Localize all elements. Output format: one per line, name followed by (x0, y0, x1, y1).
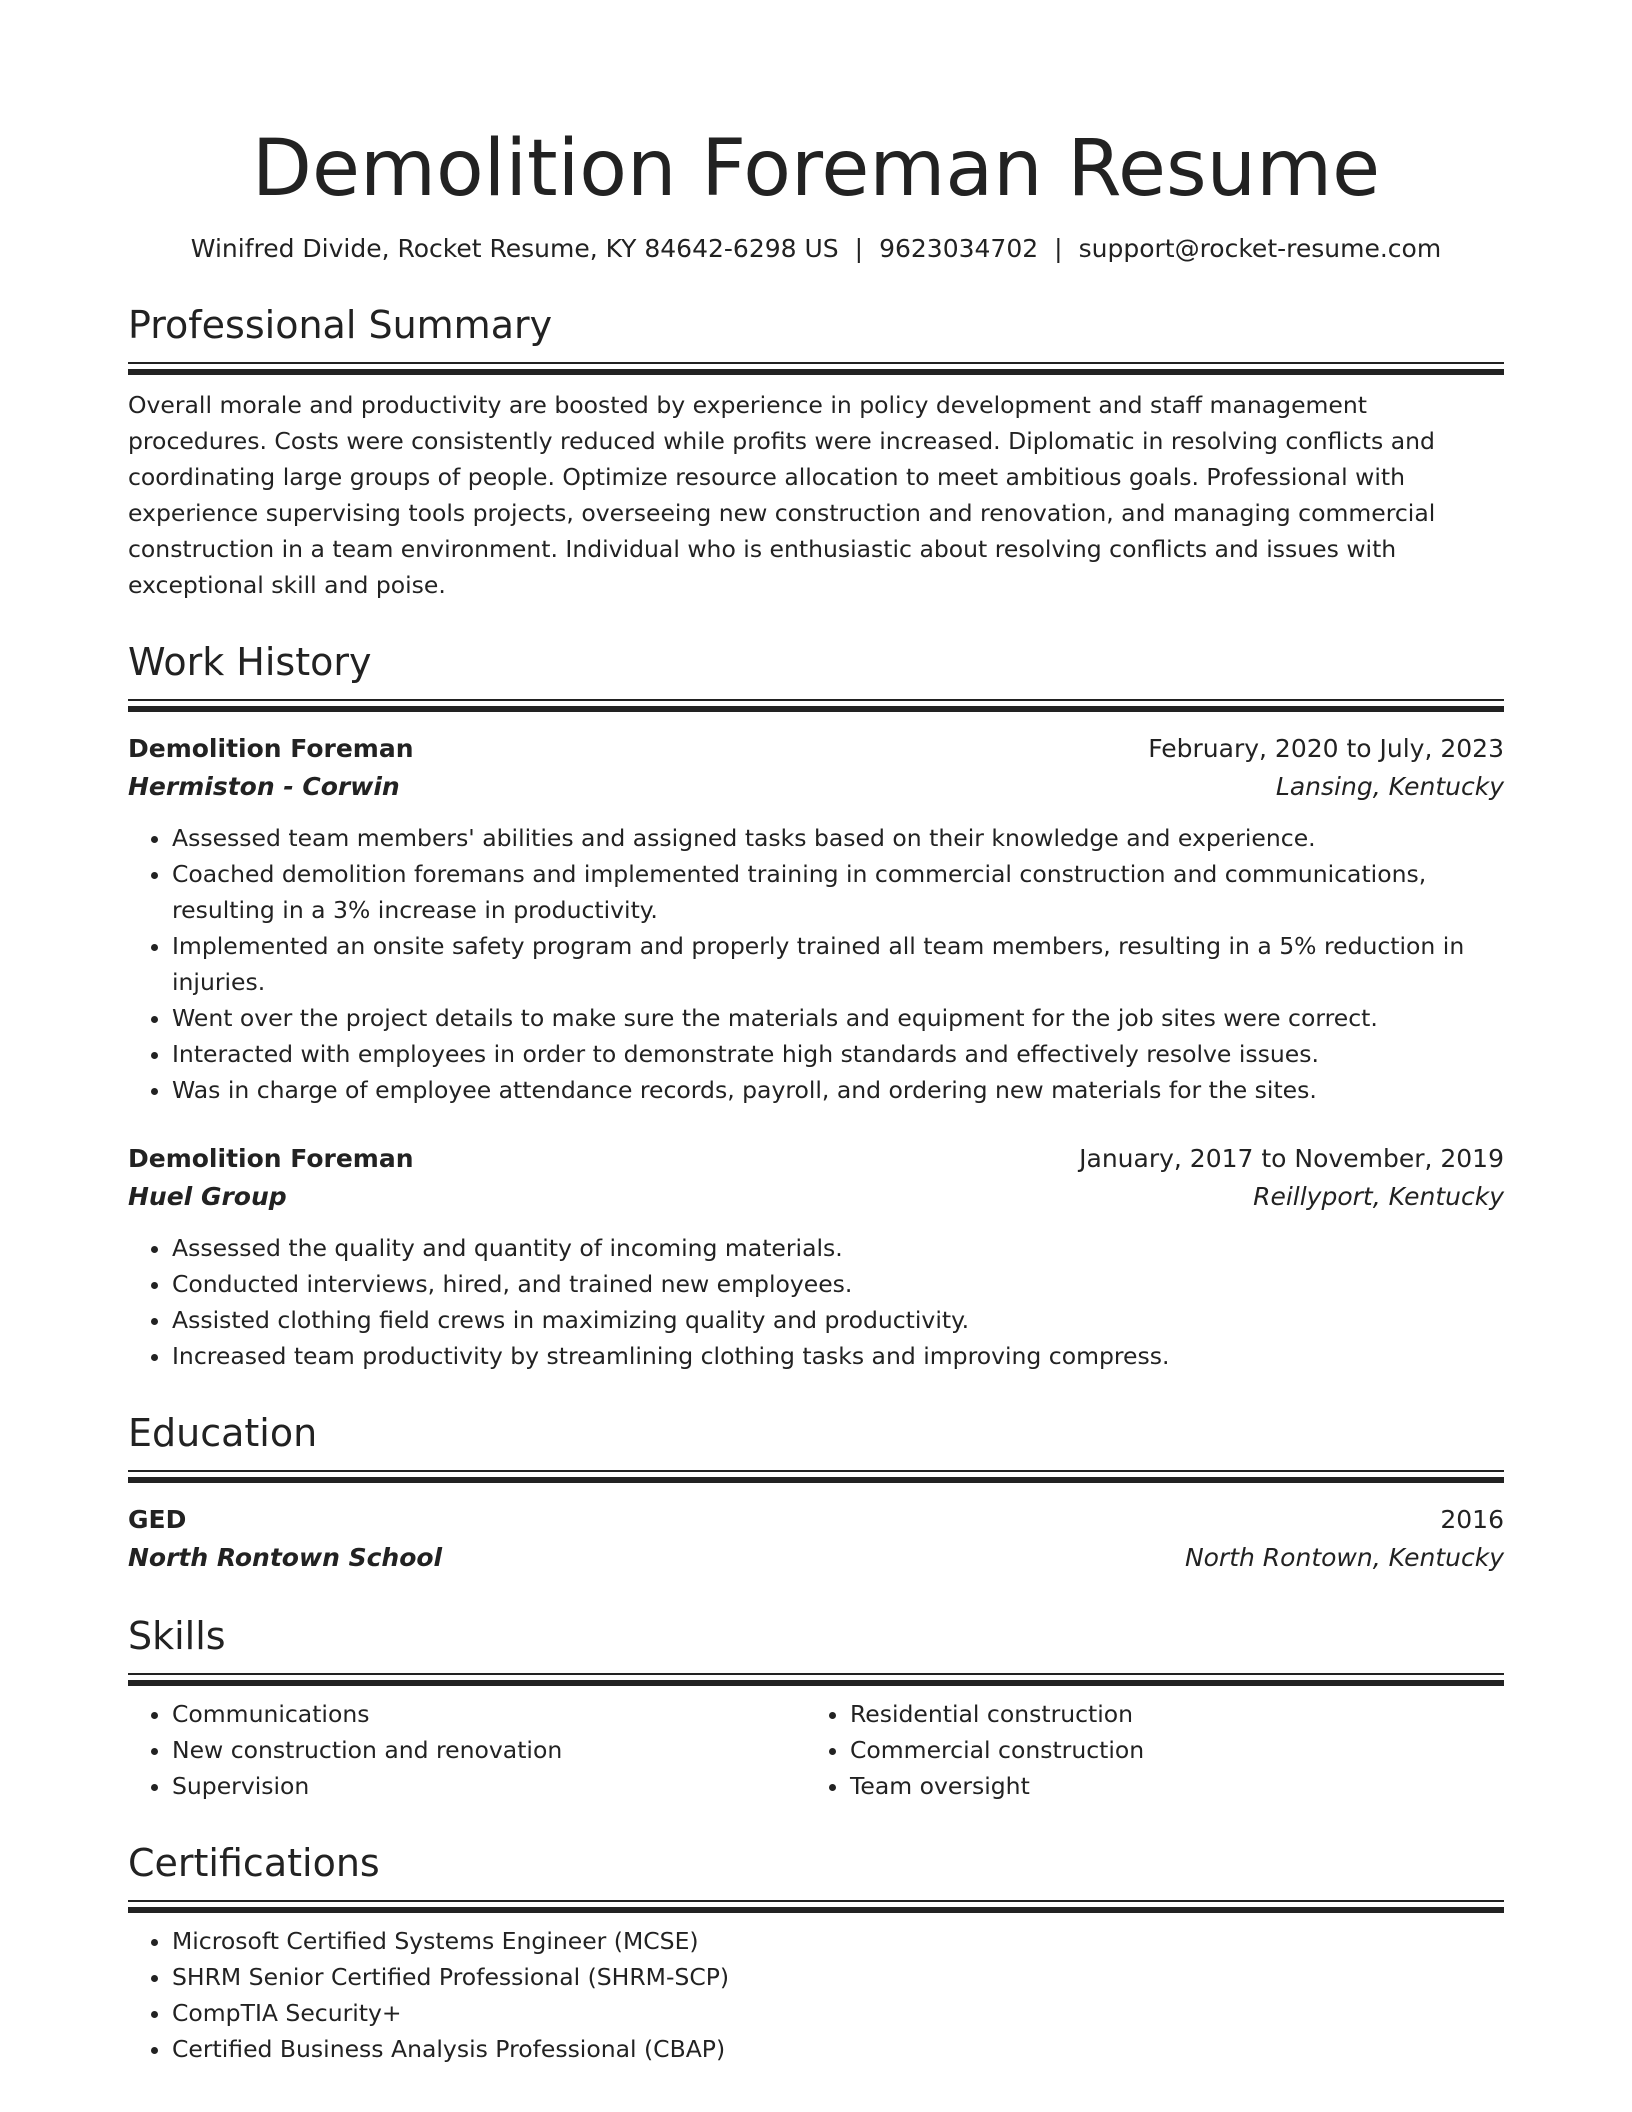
education-section (128, 1408, 1504, 1577)
list-item: • New construction and renovation (172, 1732, 806, 1768)
list-item: • Assessed team members' abilities and assigned tasks based on their knowledge and experience. (172, 820, 1504, 856)
list-item: • CompTIA Security+ (172, 1995, 1504, 2031)
skills-list-right (806, 1696, 1144, 1804)
section-heading-summary: Professional Summary (128, 303, 553, 347)
list-item: • Was in charge of employee attendance records, payroll, and ordering new materials for the sites. (172, 1072, 1504, 1108)
job-entry (128, 730, 1504, 1108)
education-year: 2016 (1440, 1505, 1504, 1534)
job-bullets (128, 1230, 1504, 1374)
section-divider (128, 699, 1504, 712)
list-item: • Assessed the quality and quantity of incoming materials. (172, 1230, 1504, 1266)
contact-separator: | (854, 234, 864, 263)
contact-separator: | (1054, 234, 1063, 263)
summary-text: Overall morale and productivity are boosted by experience in policy development and staff management procedures. Costs were consistently reduced while profits were increased. Diplomatic in resolving conflicts and coordinating large groups of people. Optimize resource allocation to meet ambitious goals. Professional with experience supervising tools projects, overseeing new construction and renovation, and managing commercial construction in a team environment. Individual who is enthusiastic about resolving conflicts and issues with exceptional skill and poise. (128, 391, 1436, 599)
job-bullets (128, 820, 1504, 1108)
job-title: Demolition Foreman (128, 734, 414, 763)
job-dates: January, 2017 to November, 2019 (1079, 1144, 1504, 1173)
list-item: • Assisted clothing field crews in maximizing quality and productivity. (172, 1302, 1504, 1338)
list-item: • Communications (172, 1696, 806, 1732)
section-divider (128, 1673, 1504, 1686)
list-item: • Residential construction (850, 1696, 1144, 1732)
job-title: Demolition Foreman (128, 1144, 414, 1173)
education-degree: GED (128, 1505, 187, 1534)
resume-title: Demolition Foreman Resume (251, 124, 1381, 214)
job-entry (128, 1140, 1504, 1374)
certifications-list (128, 1923, 1504, 2067)
list-item: • Conducted interviews, hired, and trained new employees. (172, 1266, 1504, 1302)
contact-line (128, 232, 1504, 266)
skills-list-left (128, 1696, 806, 1804)
education-school: North Rontown School (128, 1543, 443, 1572)
section-heading-certifications: Certifications (128, 1841, 380, 1885)
section-heading-education: Education (128, 1411, 318, 1455)
contact-email: support@rocket-resume.com (1078, 234, 1442, 263)
list-item: • Increased team productivity by streamlining clothing tasks and improving compress. (172, 1338, 1504, 1374)
list-item: • Supervision (172, 1768, 806, 1804)
list-item: • Certified Business Analysis Professional (CBAP) (172, 2031, 1504, 2067)
list-item: • Went over the project details to make sure the materials and equipment for the job sites were correct. (172, 1000, 1504, 1036)
list-item: • Team oversight (850, 1768, 1144, 1804)
job-location: Lansing, Kentucky (1275, 772, 1504, 801)
list-item: • Commercial construction (850, 1732, 1144, 1768)
list-item: • SHRM Senior Certified Professional (SHRM-SCP) (172, 1959, 1504, 1995)
list-item: • Implemented an onsite safety program and properly trained all team members, resulting in a 5% reduction in injuries. (172, 928, 1504, 1000)
work-history-section (128, 637, 1504, 1374)
skills-section (128, 1611, 1504, 1804)
list-item: • Coached demolition foremans and implemented training in commercial construction and communications, resulting in a 3% increase in productivity. (172, 856, 1504, 928)
contact-address: Winifred Divide, Rocket Resume, KY 84642-6298 US (190, 234, 839, 263)
section-divider (128, 1900, 1504, 1913)
job-dates: February, 2020 to July, 2023 (1148, 734, 1504, 763)
job-company: Hermiston - Corwin (128, 772, 400, 801)
resume-content (128, 118, 1504, 2067)
job-location: Reillyport, Kentucky (1253, 1182, 1504, 1211)
skills-grid (128, 1696, 1504, 1804)
job-company: Huel Group (128, 1182, 287, 1211)
section-divider (128, 1470, 1504, 1483)
section-heading-skills: Skills (128, 1614, 226, 1658)
education-entry (128, 1501, 1504, 1577)
list-item: • Microsoft Certified Systems Engineer (MCSE) (172, 1923, 1504, 1959)
section-heading-work-history: Work History (128, 640, 372, 684)
summary-section (128, 300, 1504, 603)
certifications-section (128, 1838, 1504, 2067)
section-divider (128, 362, 1504, 375)
education-location: North Rontown, Kentucky (1184, 1543, 1504, 1572)
list-item: • Interacted with employees in order to demonstrate high standards and effectively resolve issues. (172, 1036, 1504, 1072)
contact-phone: 9623034702 (879, 234, 1039, 263)
